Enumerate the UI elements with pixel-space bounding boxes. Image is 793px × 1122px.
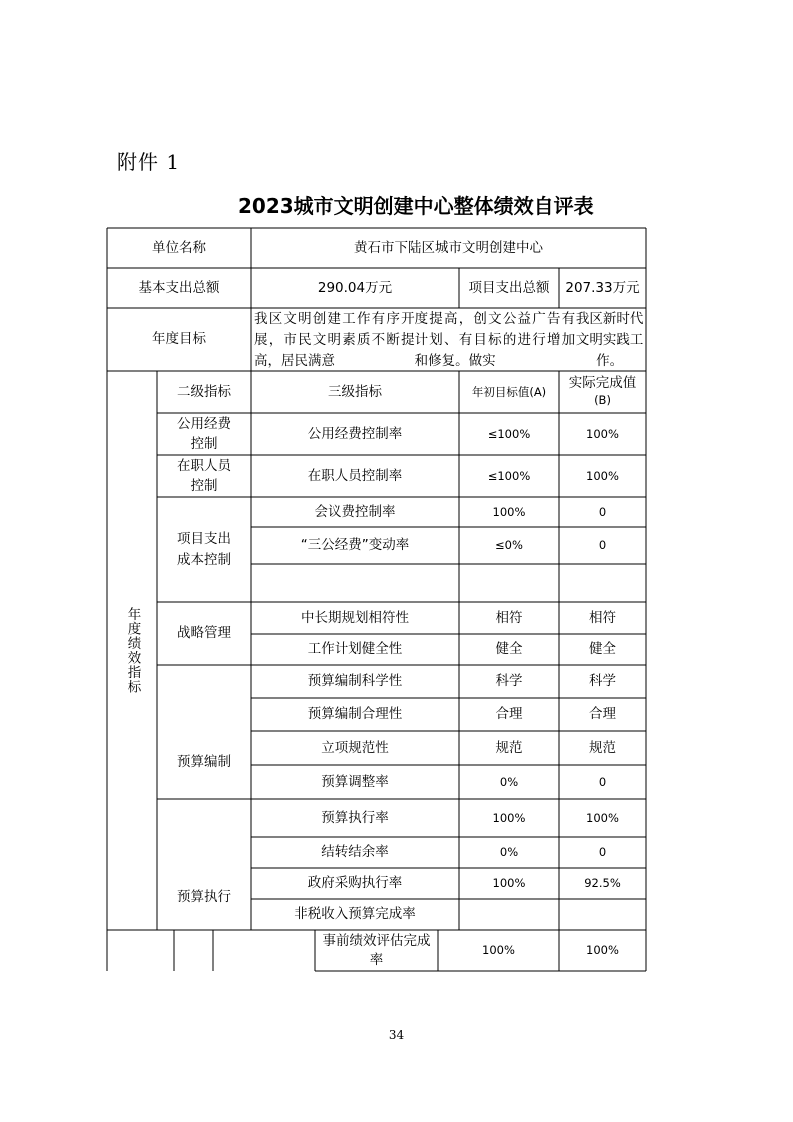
indicator-name: 预算编制科学性 (307, 673, 403, 689)
indicator-target: ≤100% (487, 468, 531, 483)
annual-goal-line-2: 度提高，创文公益广告有计划、有目标的进行增加和修复。做实 (414, 311, 576, 369)
indicator-actual: 规范 (589, 739, 616, 756)
last-indicator-name-line-1: 事前绩效评估完成 (322, 932, 431, 949)
attachment-label: 附件 1 (117, 150, 181, 174)
indicator-name: 在职人员控制率 (307, 467, 403, 484)
indicator-name: 预算调整率 (321, 773, 389, 790)
annual-goal-label: 年度目标 (152, 331, 206, 347)
indicator-actual: 92.5% (584, 876, 621, 890)
indicator-target: 相符 (495, 609, 523, 626)
indicator-target (459, 899, 559, 930)
project-expense-value: 207.33万元 (565, 279, 640, 296)
indicator-target: 100% (492, 504, 526, 519)
level2-public-funds-line-1: 公用经费 (177, 416, 231, 432)
indicator-actual (559, 564, 646, 602)
indicator-target (459, 564, 559, 602)
page-number: 34 (388, 1028, 405, 1042)
last-indicator-target: 100% (482, 943, 515, 957)
indicator-target: 0% (499, 774, 519, 789)
header-level2: 二级指标 (177, 383, 231, 400)
indicator-actual: 100% (586, 426, 619, 441)
indicator-target: 100% (492, 876, 526, 890)
indicator-name: “三公经费”变动率 (300, 537, 410, 553)
annual-goal-line-1: 我区文明创建工作有序开展，市民文明素质不断提高，居民满意 (254, 311, 415, 369)
indicator-name (251, 564, 459, 602)
indicator-actual: 0 (598, 845, 607, 859)
level2-staff (157, 455, 251, 497)
indicator-name: 公用经费控制率 (307, 425, 403, 442)
indicator-target: 0% (499, 845, 519, 859)
header-actual (559, 371, 646, 413)
indicator-name: 预算执行率 (321, 809, 389, 826)
indicator-name: 预算编制合理性 (307, 706, 403, 722)
level2-public-funds-line-2: 控制 (190, 436, 218, 452)
basic-expense-value: 290.04万元 (317, 279, 393, 296)
indicator-actual (559, 899, 646, 930)
level2-project-cost-line-2: 成本控制 (177, 551, 231, 568)
last-indicator-name (315, 930, 438, 971)
level2-strategy: 战略管理 (177, 625, 231, 641)
unit-name-value: 黄石市下陆区城市文明创建中心 (354, 239, 543, 256)
indicator-actual: 0 (598, 538, 607, 552)
page-title: 2023城市文明创建中心整体绩效自评表 (238, 194, 594, 218)
level2-project-cost (157, 497, 251, 602)
indicator-actual: 0 (598, 774, 607, 789)
level2-budget-prep: 预算编制 (177, 754, 231, 770)
indicator-target: 规范 (495, 739, 523, 756)
level2-project-cost-line-1: 项目支出 (177, 530, 231, 547)
indicator-actual: 100% (586, 468, 619, 483)
last-indicator-actual: 100% (586, 943, 619, 957)
indicator-name: 政府采购执行率 (307, 875, 403, 891)
unit-name-label: 单位名称 (152, 239, 206, 256)
header-target: 年初目标值(A) (471, 384, 547, 399)
project-expense-label: 项目支出总额 (468, 279, 550, 296)
level2-staff-line-1: 在职人员 (177, 458, 231, 474)
indicator-name: 会议费控制率 (314, 503, 396, 520)
level2-staff-line-2: 控制 (190, 478, 218, 494)
indicator-actual: 0 (598, 504, 607, 519)
indicator-name: 中长期规划相符性 (301, 609, 409, 626)
indicator-target: 健全 (495, 641, 523, 657)
header-actual-line-2: (B) (594, 393, 611, 407)
indicator-actual: 科学 (589, 673, 616, 689)
level2-public-funds (157, 413, 251, 455)
indicator-actual: 相符 (589, 609, 616, 626)
annual-goal-line-3: 我区新时代文明实践工作。 (575, 311, 644, 369)
indicator-actual: 健全 (589, 641, 616, 657)
header-level3: 三级指标 (328, 383, 382, 400)
basic-expense-label: 基本支出总额 (138, 279, 220, 296)
indicator-section-label: 年度绩效指标 (124, 607, 141, 694)
indicator-actual: 合理 (589, 706, 616, 722)
header-actual-line-1: 实际完成值 (568, 375, 637, 391)
indicator-name: 立项规范性 (321, 739, 389, 756)
indicator-actual: 100% (586, 810, 619, 825)
indicator-name: 结转结余率 (321, 844, 389, 860)
annual-goal-text (251, 308, 646, 371)
indicator-name: 非税收入预算完成率 (294, 906, 416, 922)
indicator-target: ≤100% (487, 426, 531, 441)
indicator-target: ≤0% (495, 538, 523, 552)
last-indicator-name-line-2: 率 (369, 951, 384, 968)
indicator-target: 合理 (495, 706, 523, 722)
indicator-target: 100% (492, 810, 526, 825)
indicator-name: 工作计划健全性 (307, 641, 403, 657)
level2-budget-exec: 预算执行 (177, 889, 231, 905)
indicator-target: 科学 (495, 673, 523, 689)
